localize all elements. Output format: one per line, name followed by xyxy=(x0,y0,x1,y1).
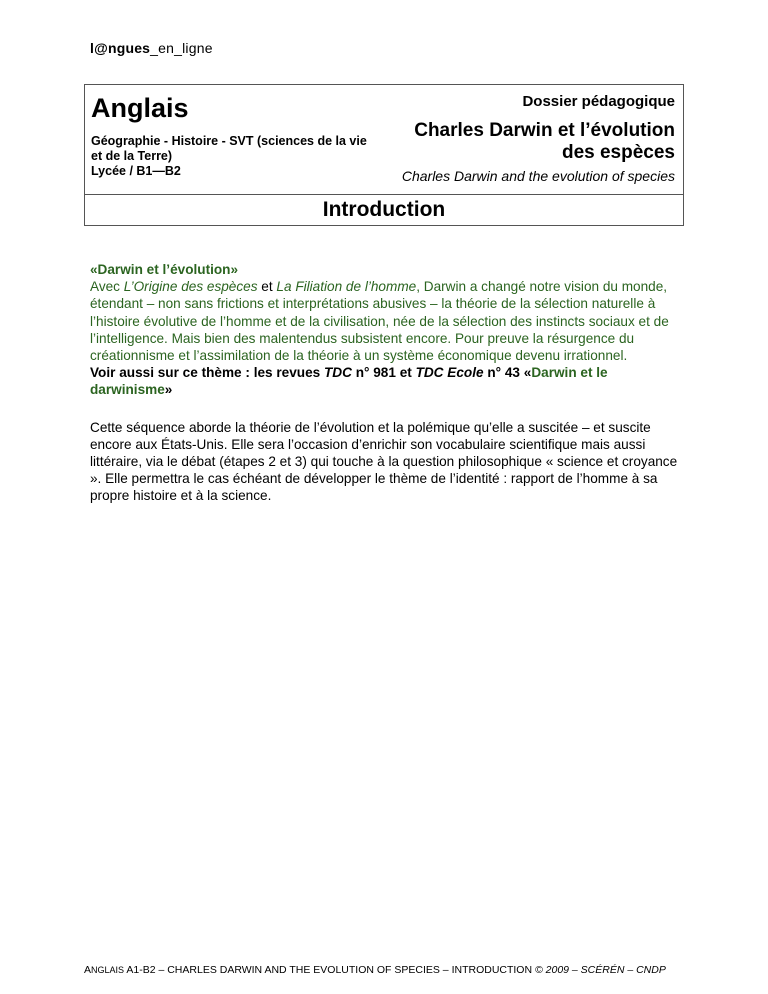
box-title: «Darwin et l’évolution» xyxy=(90,262,239,277)
see-also: Voir aussi sur ce thème : les revues TDC n° 981 et TDC Ecole n° 43 «Darwin et le darwinisme» xyxy=(90,365,608,398)
box-text: Avec L’Origine des espèces et La Filiation de l’homme, Darwin a changé notre vision du monde, étendant – non sans frictions et interprétations abusives – la théorie de la sélection naturelle à l’histoire évolutive de l’homme et de la civilisation, née de la sélection des instincts sociaux et de l’intelligence. Mais bien des malentendus subsistent encore. Pour preuve la résurgence du créationnisme et l’assimilation de la théorie à un système économique devenu irrationnel. xyxy=(90,279,669,364)
dossier-label: Dossier pédagogique xyxy=(522,93,675,110)
main-content xyxy=(90,261,688,505)
site-logo: l@ngues_en_ligne xyxy=(90,40,213,56)
disciplines: Géographie - Histoire - SVT (sciences de la vie et de la Terre) Lycée / B1—B2 xyxy=(91,134,381,179)
page-footer: ANGLAIS A1-B2 – CHARLES DARWIN AND THE EVOLUTION OF SPECIES – INTRODUCTION © 2009 – SCÉRÉN – CNDP xyxy=(84,964,666,976)
document-header xyxy=(84,84,684,196)
level: Lycée / B1—B2 xyxy=(91,164,181,178)
english-title: Charles Darwin and the evolution of species xyxy=(401,168,675,184)
intro-paragraph: Cette séquence aborde la théorie de l’évolution et la polémique qu’elle a suscitée – et suscite encore aux États-Unis. Elle sera l’occasion d’enrichir son vocabulaire scientifique mais aussi littéraire, via le débat (étapes 2 et 3) qui touche à la question philosophique « science et croyance ». Elle permettra le cas échéant de développer le thème de l’identité : rapport de l’homme à sa propre histoire et à la science. xyxy=(90,419,678,504)
see-also-link[interactable]: Darwin et le darwinisme xyxy=(90,365,608,398)
darwin-box xyxy=(90,261,688,364)
document-title: Charles Darwin et l’évolution des espèces xyxy=(414,120,675,163)
subject-title: Anglais xyxy=(91,93,189,123)
section-title: Introduction xyxy=(84,194,684,226)
